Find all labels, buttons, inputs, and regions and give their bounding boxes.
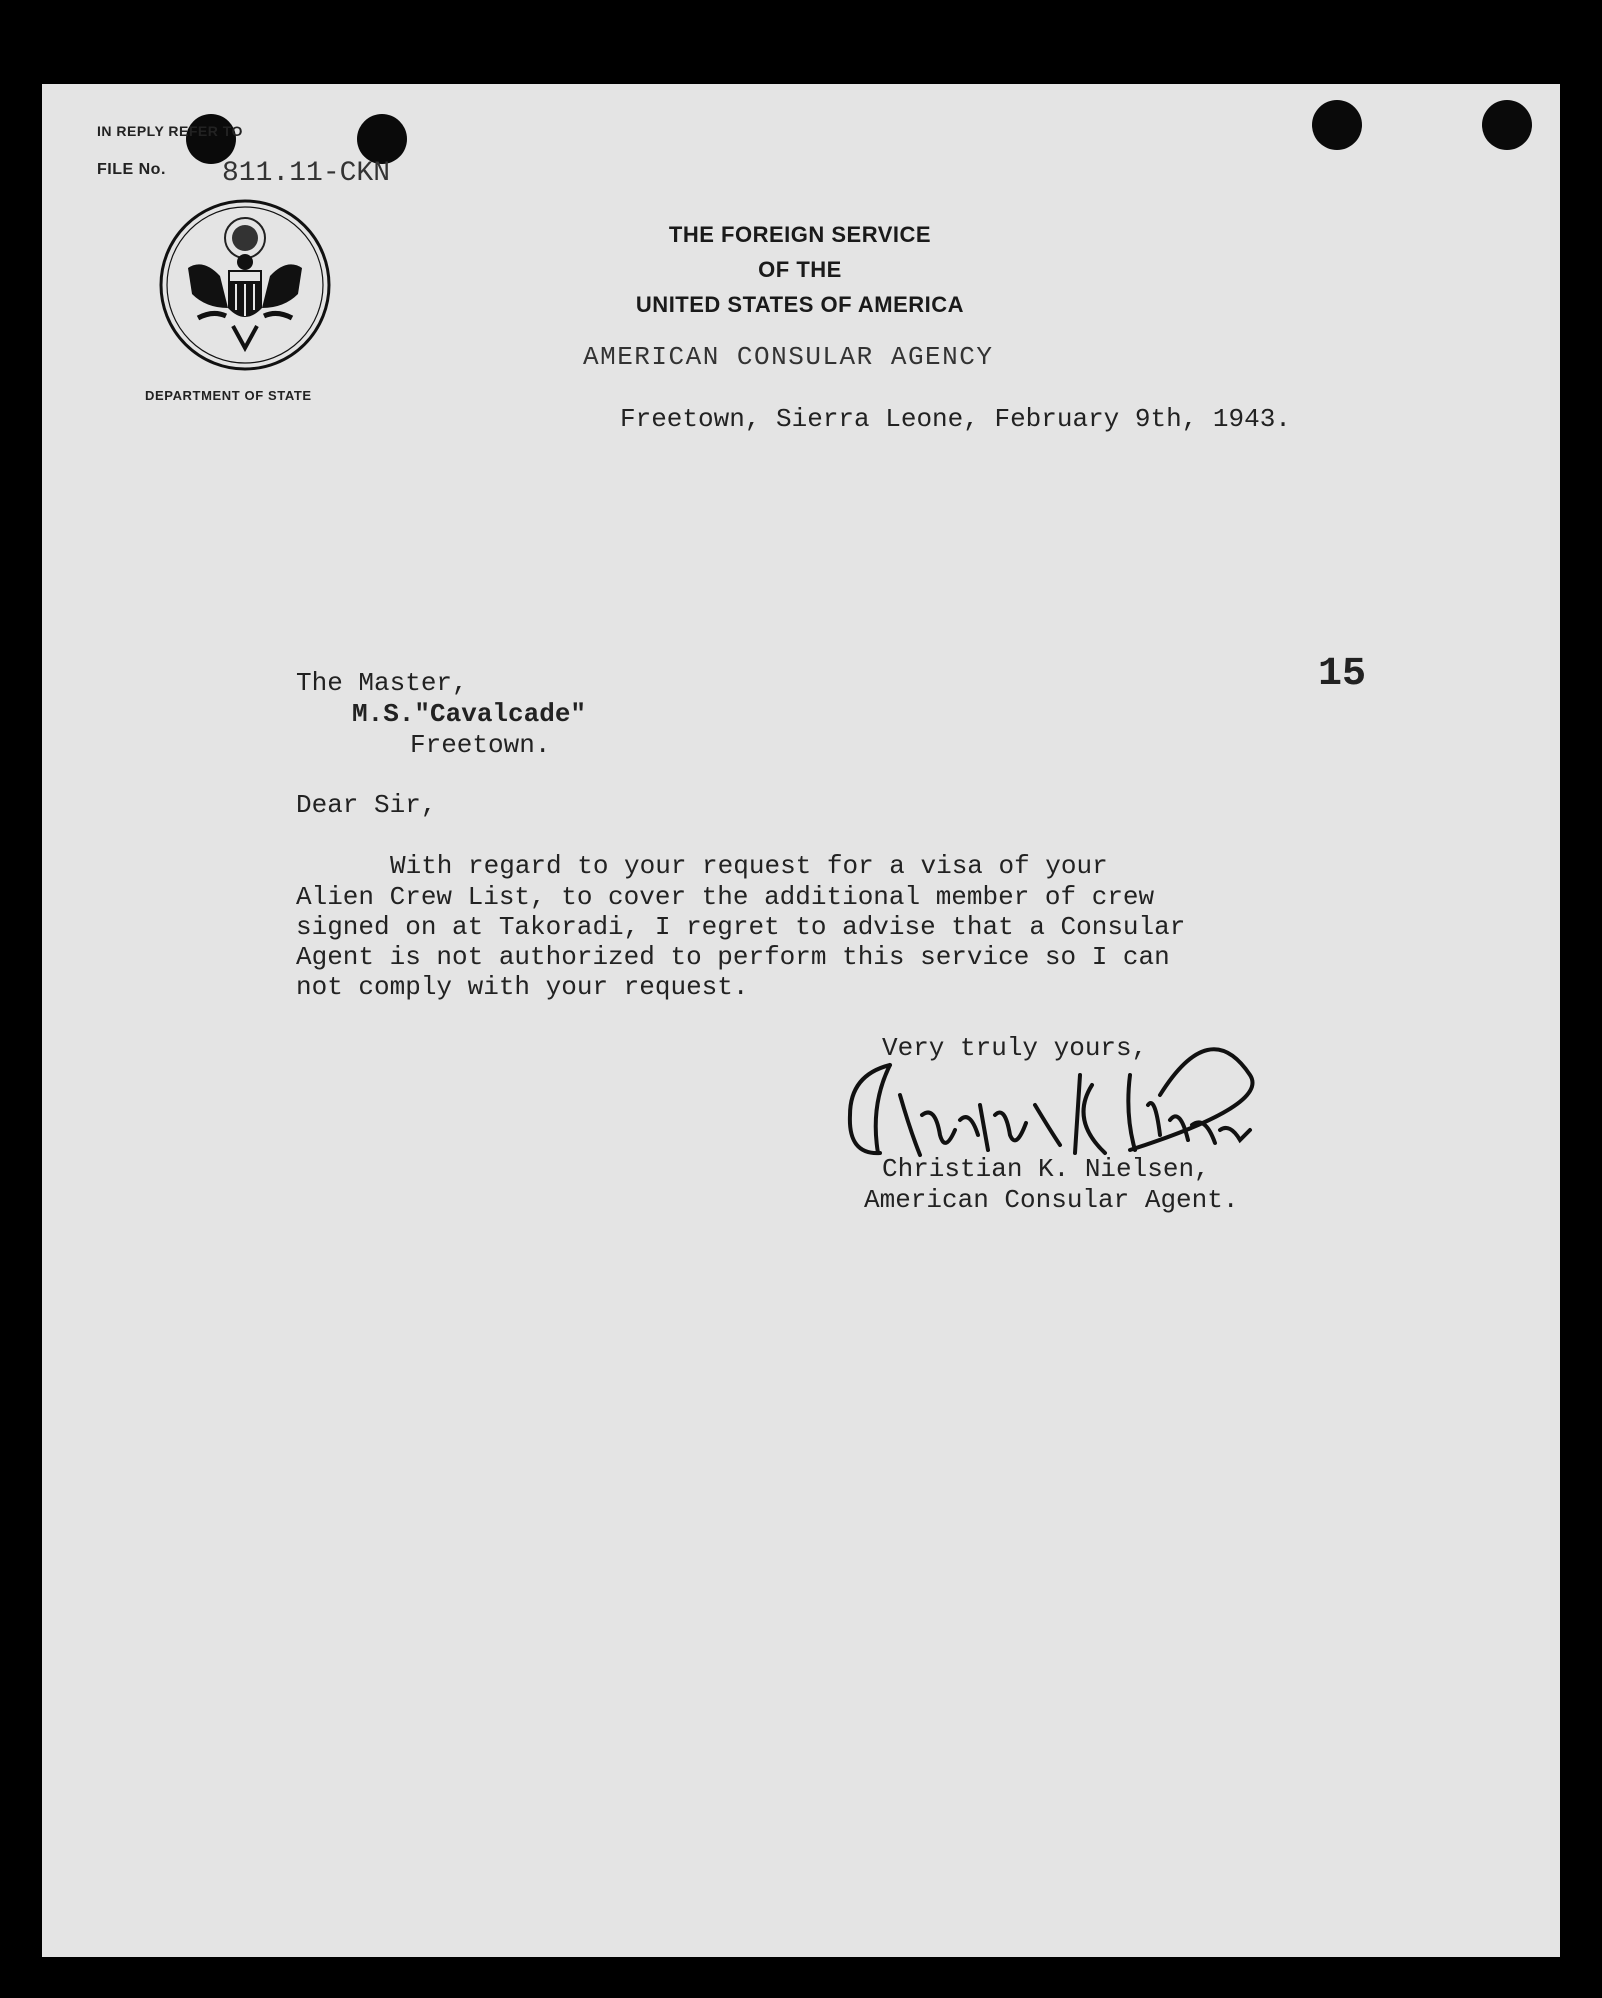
closing: Very truly yours, (882, 1033, 1148, 1063)
foreign-service-line-3: UNITED STATES OF AMERICA (635, 292, 965, 317)
punch-hole (186, 114, 236, 164)
body-line-3: signed on at Takoradi, I regret to advise that a Consular (296, 912, 1186, 942)
addressee-line-3: Freetown. (410, 730, 551, 760)
file-no-label: FILE No. (97, 161, 166, 178)
consular-agency-heading: AMERICAN CONSULAR AGENCY (583, 342, 994, 372)
department-of-state-label: DEPARTMENT OF STATE (145, 388, 312, 403)
place-and-date: Freetown, Sierra Leone, February 9th, 1943. (620, 404, 1291, 434)
signer-name: Christian K. Nielsen, (882, 1154, 1210, 1184)
foreign-service-line-2: OF THE (758, 257, 842, 282)
punch-hole (1482, 100, 1532, 150)
in-reply-label: IN REPLY REFER TO (97, 123, 243, 139)
body-line-5: not comply with your request. (296, 972, 749, 1002)
great-seal-icon (158, 198, 332, 372)
foreign-service-line-1: THE FOREIGN SERVICE (668, 222, 932, 247)
addressee-line-2: M.S."Cavalcade" (352, 699, 587, 729)
body-line-2: Alien Crew List, to cover the additional member of crew (296, 882, 1155, 912)
file-number: 811.11-CKN (222, 158, 391, 189)
page-number: 15 (1318, 652, 1367, 697)
signer-title: American Consular Agent. (864, 1185, 1239, 1215)
addressee-line-1: The Master, (296, 668, 468, 698)
body-line-4: Agent is not authorized to perform this service so I can (296, 942, 1170, 972)
body-line-1: With regard to your request for a visa of your (390, 851, 1108, 881)
punch-hole (357, 114, 407, 164)
punch-hole (1312, 100, 1362, 150)
salutation: Dear Sir, (296, 790, 437, 820)
